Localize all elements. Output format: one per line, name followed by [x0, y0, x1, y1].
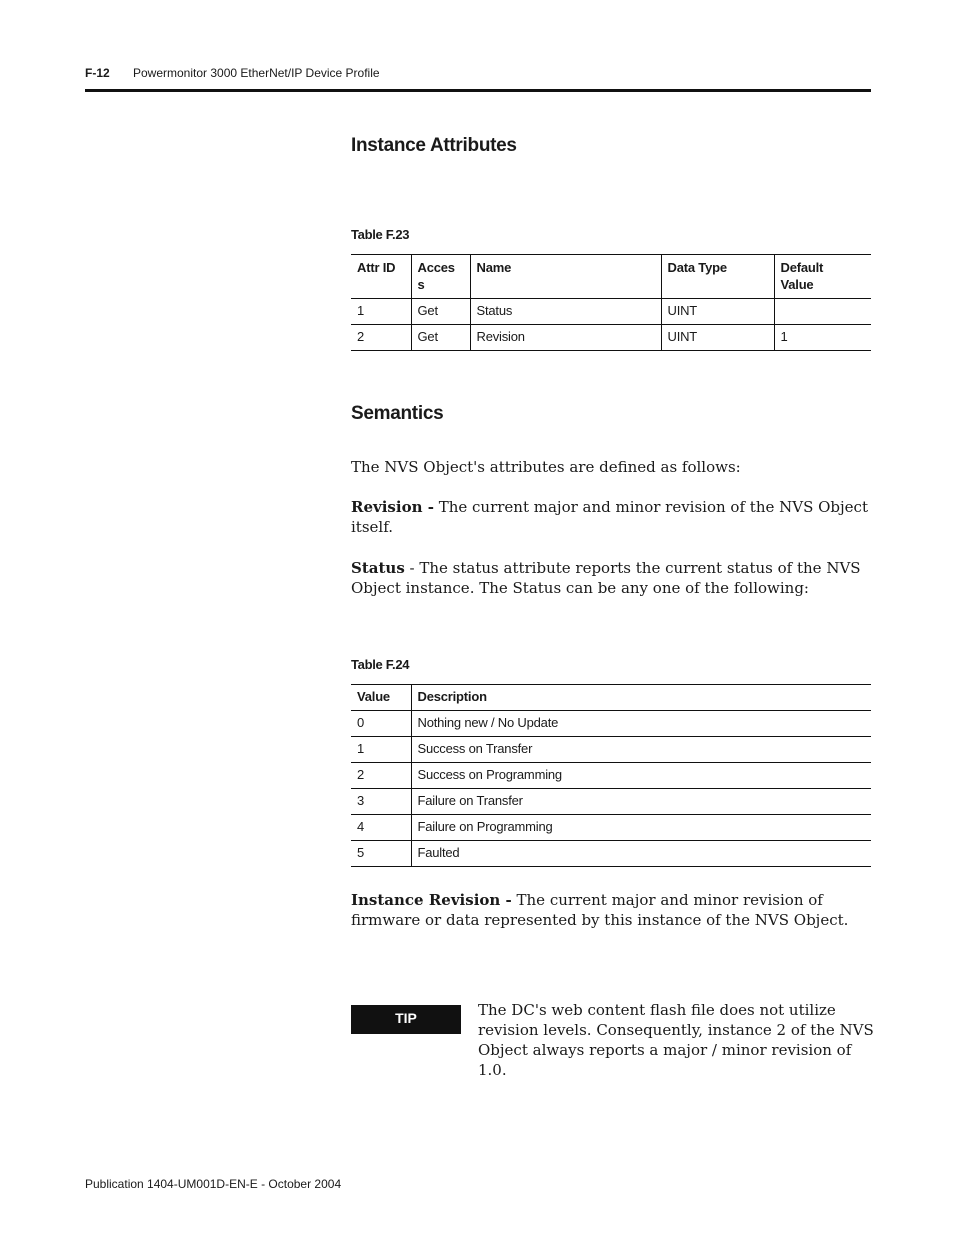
table-row	[351, 299, 871, 325]
header-rule	[85, 89, 871, 92]
table-cell: UINT	[661, 299, 774, 325]
column-header-access: Acces s	[411, 255, 470, 299]
table-cell: Get	[411, 299, 470, 325]
table-row	[351, 815, 871, 841]
table-f23	[351, 254, 871, 351]
term-instance-revision: Instance Revision -	[351, 891, 512, 909]
column-header-value: Value	[357, 689, 390, 704]
section-heading-semantics: Semantics	[351, 403, 444, 424]
table-header-row	[351, 685, 871, 711]
running-header-title: Powermonitor 3000 EtherNet/IP Device Profile	[133, 66, 380, 80]
table-cell: UINT	[661, 325, 774, 351]
table-cell: Success on Transfer	[411, 737, 871, 763]
revision-paragraph	[351, 497, 871, 537]
table-f23-caption: Table F.23	[351, 227, 410, 242]
table-cell: 3	[357, 793, 365, 808]
table-cell: 1	[357, 303, 365, 318]
table-cell: Status	[470, 299, 661, 325]
table-cell: Faulted	[411, 841, 871, 867]
footer-publication: Publication 1404-UM001D-EN-E - October 2004	[85, 1177, 342, 1191]
table-cell: 1	[774, 325, 871, 351]
table-row	[351, 325, 871, 351]
table-cell: Success on Programming	[411, 763, 871, 789]
table-cell: 4	[357, 819, 365, 834]
table-cell: Get	[411, 325, 470, 351]
table-header-row	[351, 255, 871, 299]
table-row	[351, 763, 871, 789]
table-cell: 1	[357, 741, 365, 756]
table-f24	[351, 684, 871, 867]
table-row	[351, 737, 871, 763]
tip-label: TIP	[351, 1005, 461, 1034]
column-header-data-type: Data Type	[661, 255, 774, 299]
table-cell: 0	[357, 715, 365, 730]
table-cell: Failure on Transfer	[411, 789, 871, 815]
revision-description: The current major and minor revision of the NVS Object itself.	[351, 498, 868, 536]
column-header-attr-id: Attr ID	[357, 260, 396, 275]
table-cell: 2	[357, 767, 365, 782]
column-header-name: Name	[470, 255, 661, 299]
table-f24-caption: Table F.24	[351, 657, 410, 672]
table-row	[351, 711, 871, 737]
table-cell: 2	[357, 329, 365, 344]
tip-text: The DC's web content flash file does not utilize revision levels. Consequently, instance 2 of the NVS Object always reports a major / minor revision of 1.0.	[478, 1001, 874, 1079]
table-row	[351, 841, 871, 867]
table-cell: Nothing new / No Update	[411, 711, 871, 737]
intro-paragraph: The NVS Object's attributes are defined as follows:	[351, 458, 741, 476]
page-number: F-12	[85, 66, 110, 80]
table-cell: Failure on Programming	[411, 815, 871, 841]
column-header-description: Description	[411, 685, 871, 711]
section-heading-instance-attributes: Instance Attributes	[351, 135, 517, 156]
table-cell: 5	[357, 845, 365, 860]
table-cell: Revision	[470, 325, 661, 351]
instance-revision-paragraph	[351, 890, 871, 930]
table-row	[351, 789, 871, 815]
instance-revision-description: The current major and minor revision of firmware or data represented by this instance of the NVS Object.	[351, 891, 849, 929]
column-header-default-value: Default Value	[774, 255, 871, 299]
table-cell	[774, 299, 871, 325]
term-revision: Revision -	[351, 498, 434, 516]
status-description: - The status attribute reports the current status of the NVS Object instance. The Status can be any one of the following:	[351, 559, 861, 597]
status-paragraph	[351, 558, 871, 598]
term-status: Status	[351, 559, 405, 577]
